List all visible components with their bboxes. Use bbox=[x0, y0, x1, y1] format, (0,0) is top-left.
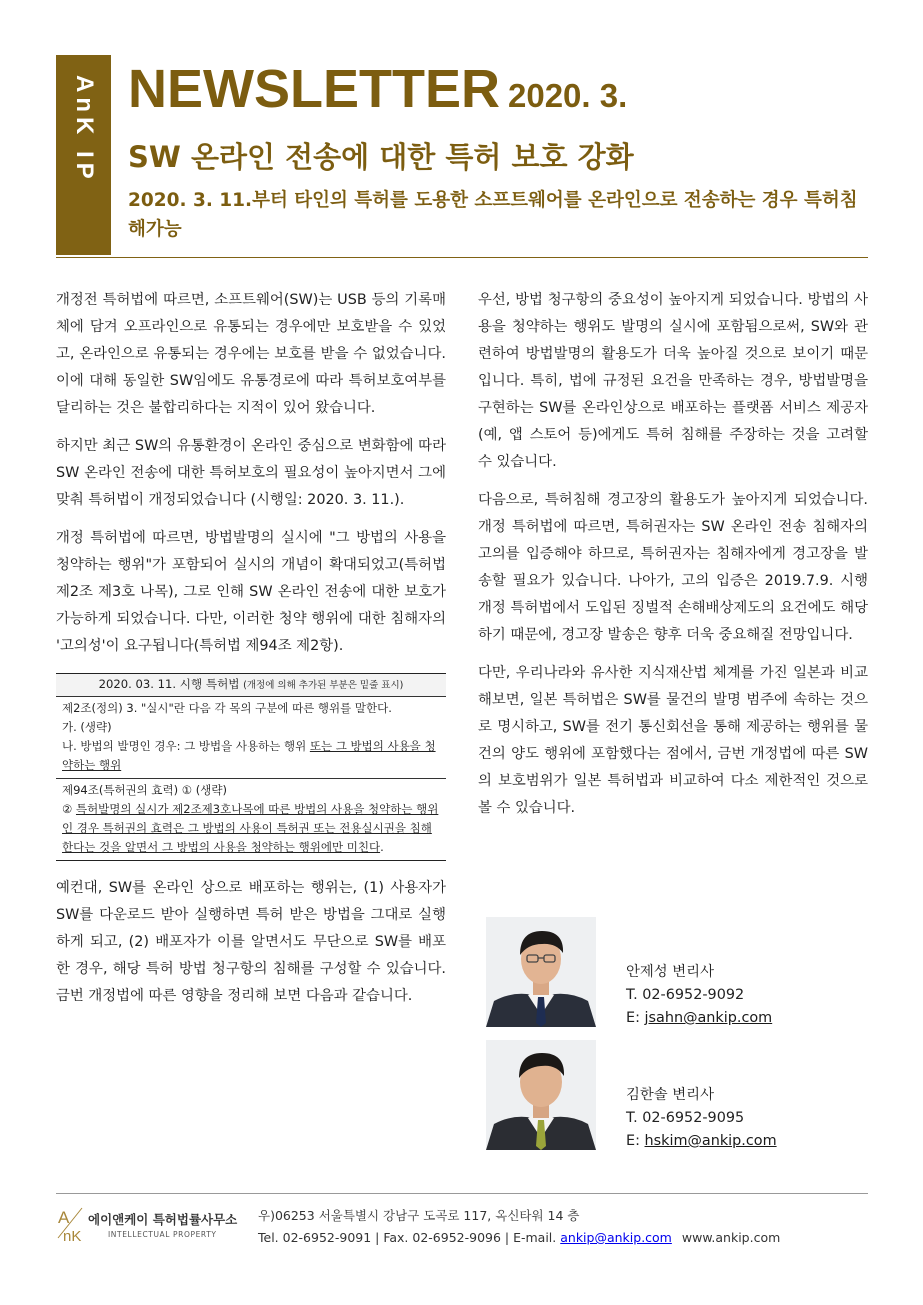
art2-line-2: 가. (생략) bbox=[62, 720, 112, 734]
left-paragraph-1: 개정전 특허법에 따르면, 소프트웨어(SW)는 USB 등의 기록매체에 담겨 오프라인으로 유통되는 경우에만 보호받을 수 있었고, 온라인으로 유통되는 경우에는 보호를 받을 수 없었습니다. 이에 대해 동일한 SW임에도 유통경로에 따라 특허보호여부를 달리하는 것은 불합리하다는 지적이 있어 왔습니다. bbox=[56, 292, 446, 416]
header-divider bbox=[56, 257, 868, 258]
firm-name: 에이앤케이 특허법률사무소 bbox=[88, 1212, 238, 1227]
newsletter-word: NEWSLETTER bbox=[128, 59, 500, 119]
law-box-note: (개정에 의해 추가된 부분은 밑줄 표시) bbox=[243, 680, 404, 691]
footer-email-link[interactable]: ankip@ankip.com bbox=[560, 1230, 672, 1245]
portrait-icon bbox=[486, 1040, 596, 1150]
right-paragraph-3: 다만, 우리나라와 유사한 지식재산법 체계를 가진 일본과 비교해보면, 일본 특허법은 SW를 물건의 발명 범주에 속하는 것으로 명시하고, SW를 전기 통신회선을 통해 제공하는 행위를 물건의 양도 행위에 포함했다는 점에서, 금번 개정법에 따른 SW의 보호범위가 일본 특허법과 비교하여 다소 제한적인 것으로 볼 수 있습니다. bbox=[478, 665, 868, 816]
left-paragraph-4: 예컨대, SW를 온라인 상으로 배포하는 행위는, (1) 사용자가 SW를 다운로드 받아 실행하면 특허 받은 방법을 그대로 실행하게 되고, (2) 배포자가 이를 알면서도 무단으로 SW를 배포한 경우, 해당 특허 방법 청구항의 침해를 구성할 수 있습니다. 금번 개정법에 따른 영향을 정리해 보면 다음과 같습니다. bbox=[56, 880, 446, 1004]
right-paragraph-2: 다음으로, 특허침해 경고장의 활용도가 높아지게 되었습니다. 개정 특허법에 따르면, 특허권자는 SW 온라인 전송 침해자의 고의를 입증해야 하므로, 특허권자는 침해자에게 경고장을 발송할 필요가 있습니다. 나아가, 고의 입증은 2019.7.9. 시행 개정 특허법에서 도입된 징벌적 손해배상제도의 요건에도 해당하기 때문에, 경고장 발송은 향후 더욱 중요해질 전망입니다. bbox=[478, 492, 868, 643]
art94-line-2 bbox=[62, 800, 440, 857]
logo-letters-nk: nK bbox=[63, 1228, 82, 1245]
footer-divider bbox=[56, 1193, 868, 1194]
law-article-94 bbox=[56, 778, 446, 860]
attorney-email-link-2[interactable]: hskim@ankip.com bbox=[644, 1133, 777, 1149]
attorney-profile-2 bbox=[486, 1040, 866, 1150]
attorney-email-row-2 bbox=[626, 1130, 777, 1153]
attorney-name-2: 김한솔 변리사 bbox=[626, 1087, 714, 1103]
newsletter-title bbox=[128, 59, 628, 119]
law-excerpt-box bbox=[56, 673, 446, 861]
law-box-title: 2020. 03. 11. 시행 특허법 bbox=[98, 677, 240, 691]
firm-subtitle: INTELLECTUAL PROPERTY bbox=[108, 1230, 217, 1239]
left-paragraph-3: 개정 특허법에 따르면, 방법발명의 실시에 "그 방법의 사용을 청약하는 행위"가 포함되어 실시의 개념이 확대되었고(특허법 제2조 제3호 나목), 그로 인해 SW 온라인 전송에 대한 보호가 가능하게 되었습니다. 다만, 이러한 청약 행위에 대한 침해자의 '고의성'이 요구됩니다(특허법 제94조 제2항). bbox=[56, 530, 446, 654]
right-paragraph-1: 우선, 방법 청구항의 중요성이 높아지게 되었습니다. 방법의 사용을 청약하는 행위도 발명의 실시에 포함됨으로써, SW와 관련하여 방법발명의 활용도가 더욱 높아질 것으로 보이기 때문입니다. 특히, 법에 규정된 요건을 만족하는 경우, 방법발명을 구현하는 SW를 온라인상으로 배포하는 플랫폼 서비스 제공자(예, 앱 스토어 등)에게도 특허 침해를 주장하는 것을 고려할 수 있습니다. bbox=[478, 292, 868, 470]
art94-underlined: 특허발명의 실시가 제2조제3호나목에 따른 방법의 사용을 청약하는 행위인 경우 특허권의 효력은 그 방법의 사용이 특허권 또는 전용실시권을 침해한다는 것을 알면서 그 방법의 사용을 청약하는 행위에만 미친다 bbox=[62, 802, 439, 854]
headline: SW 온라인 전송에 대한 특허 보호 강화 bbox=[128, 140, 634, 174]
art2-line-3-plain: 나. 방법의 발명인 경우: 그 방법을 사용하는 행위 bbox=[62, 739, 310, 753]
law-article-2 bbox=[56, 697, 446, 778]
attorney-email-link-1[interactable]: jsahn@ankip.com bbox=[644, 1010, 773, 1026]
email-label-1: E: bbox=[626, 1010, 645, 1026]
logo-letter-a: A bbox=[58, 1208, 70, 1227]
brand-sidebar bbox=[56, 55, 111, 255]
attorney-info-2 bbox=[626, 1084, 777, 1153]
firm-logo-icon bbox=[54, 1204, 86, 1246]
footer-address: 우)06253 서울특별시 강남구 도곡로 117, 옥신타워 14 층 bbox=[258, 1208, 580, 1223]
attorney-phone-2: T. 02-6952-9095 bbox=[626, 1110, 745, 1126]
portrait-icon bbox=[486, 917, 596, 1027]
footer-phone-fax: Tel. 02-6952-9091 | Fax. 02-6952-9096 | E-mail. bbox=[258, 1230, 561, 1245]
attorney-phone-1: T. 02-6952-9092 bbox=[626, 987, 745, 1003]
left-paragraph-2: 하지만 최근 SW의 유통환경이 온라인 중심으로 변화함에 따라 SW 온라인 전송에 대한 특허보호의 필요성이 높아지면서 그에 맞춰 특허법이 개정되었습니다 (시행일: 2020. 3. 11.). bbox=[56, 438, 446, 508]
attorney-photo-2 bbox=[486, 1040, 596, 1150]
right-column bbox=[478, 287, 868, 833]
footer-website[interactable]: www.ankip.com bbox=[681, 1230, 781, 1245]
attorney-name-1: 안제성 변리사 bbox=[626, 964, 714, 980]
art94-line-1: 제94조(특허권의 효력) ① (생략) bbox=[62, 783, 227, 797]
art94-prefix: ② bbox=[62, 802, 76, 816]
art94-suffix: . bbox=[380, 840, 384, 854]
attorney-photo-1 bbox=[486, 917, 596, 1027]
newsletter-date: 2020. 3. bbox=[508, 77, 628, 114]
attorney-profile-1 bbox=[486, 917, 866, 1027]
subheadline: 2020. 3. 11.부터 타인의 특허를 도용한 소프트웨어를 온라인으로 전송하는 경우 특허침해가능 bbox=[128, 190, 858, 240]
attorney-info-1 bbox=[626, 961, 772, 1030]
law-box-header bbox=[56, 674, 446, 697]
art2-line-3 bbox=[62, 737, 440, 775]
attorney-email-row-1 bbox=[626, 1007, 772, 1030]
email-label-2: E: bbox=[626, 1133, 645, 1149]
footer-contact bbox=[258, 1230, 780, 1245]
left-column bbox=[56, 287, 446, 1021]
art2-line-1: 제2조(정의) 3. "실시"란 다음 각 목의 구분에 따른 행위를 말한다. bbox=[62, 701, 392, 715]
sidebar-label: AnK IP bbox=[71, 75, 98, 184]
art2-line-3-underlined: 또는 그 방법의 사용을 청약하는 행위 bbox=[62, 739, 436, 772]
